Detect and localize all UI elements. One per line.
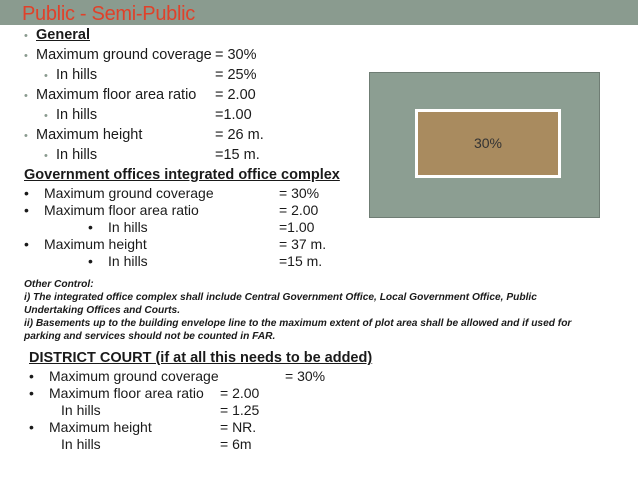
gov-row-label: Maximum ground coverage	[44, 185, 214, 201]
general-row-label: Maximum height	[36, 127, 143, 143]
general-row-label: Maximum ground coverage	[36, 47, 212, 63]
coverage-label: 30%	[473, 135, 503, 151]
general-row-value: = 30%	[215, 47, 257, 63]
gov-row-label: Maximum floor area ratio	[44, 202, 199, 218]
building-footprint	[415, 109, 561, 178]
general-row-value: = 2.00	[215, 87, 256, 103]
other-control-line: i) The integrated office complex shall include Central Government Office, Local Government Office, Public	[24, 292, 537, 303]
general-heading: General	[36, 27, 90, 43]
gov-offices-heading: Government offices integrated office complex	[24, 167, 340, 183]
general-row-value: = 26 m.	[215, 127, 264, 143]
court-row-label: Maximum height	[49, 419, 152, 435]
slide-title: Public - Semi-Public	[22, 3, 195, 25]
bullet: •	[24, 202, 29, 218]
gov-row-value: = 37 m.	[279, 236, 327, 252]
bullet: •	[24, 185, 29, 201]
gov-row-value: =15 m.	[279, 253, 323, 269]
general-row-value: = 25%	[215, 67, 257, 83]
bullet: •	[44, 70, 48, 82]
general-row-label: Maximum floor area ratio	[36, 87, 197, 103]
district-court-heading: DISTRICT COURT (if at all this needs to be added)	[29, 350, 373, 366]
other-control-line: parking and services should not be counted in FAR.	[24, 331, 276, 342]
court-row-label: Maximum floor area ratio	[49, 385, 204, 401]
bullet: •	[29, 385, 34, 401]
general-row-label: In hills	[56, 67, 98, 83]
bullet: •	[88, 219, 93, 235]
bullet: •	[24, 130, 28, 142]
gov-row-value: = 30%	[279, 185, 320, 201]
other-control-line: ii) Basements up to the building envelope line to the maximum extent of plot area shall be allowed and if used for	[24, 318, 572, 329]
court-row-value: = 6m	[220, 436, 252, 452]
bullet: •	[24, 236, 29, 252]
general-row-label: In hills	[56, 147, 98, 163]
bullet: •	[24, 50, 28, 62]
gov-row-value: = 2.00	[279, 202, 319, 218]
court-row-label: In hills	[61, 402, 101, 418]
bullet: •	[44, 150, 48, 162]
gov-row-label: In hills	[108, 253, 148, 269]
other-control-heading: Other Control:	[24, 279, 94, 290]
general-row-value: =1.00	[215, 107, 252, 123]
court-row-label: Maximum ground coverage	[49, 368, 219, 384]
bullet: •	[88, 253, 93, 269]
court-row-value: = 30%	[285, 368, 326, 384]
bullet: •	[29, 368, 34, 384]
court-row-value: = 1.25	[220, 402, 260, 418]
bullet: •	[44, 110, 48, 122]
other-control-line: Undertaking Offices and Courts.	[24, 305, 181, 316]
bullet: •	[29, 419, 34, 435]
general-row-label: In hills	[56, 107, 98, 123]
court-row-label: In hills	[61, 436, 101, 452]
plot-coverage-diagram	[369, 72, 600, 218]
court-row-value: = 2.00	[220, 385, 260, 401]
bullet: •	[24, 30, 28, 42]
bullet: •	[24, 90, 28, 102]
court-row-value: = NR.	[220, 419, 257, 435]
gov-row-value: =1.00	[279, 219, 315, 235]
gov-row-label: In hills	[108, 219, 148, 235]
general-row-value: =15 m.	[215, 147, 260, 163]
gov-row-label: Maximum height	[44, 236, 147, 252]
